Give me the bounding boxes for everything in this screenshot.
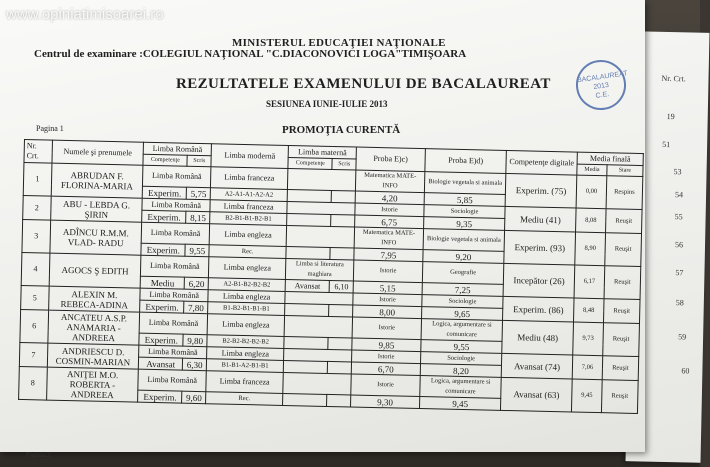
col-nr: Nr. Crt. xyxy=(24,140,52,164)
mat-competence xyxy=(287,189,331,202)
side-sheet-nr: 59 xyxy=(678,332,687,342)
ec-subject: Istorie xyxy=(353,260,422,283)
ec-grade: 4,20 xyxy=(355,191,424,205)
stamp-text: BACALAUREAT xyxy=(576,70,629,85)
page-number-bottom: Pagina 2 xyxy=(26,451,51,459)
mod-competence: Rec. xyxy=(206,392,283,406)
ec-grade: 6,75 xyxy=(355,215,424,229)
final-average: 8,08 xyxy=(576,208,606,233)
final-average: 8,90 xyxy=(575,232,606,266)
mod-label: Limba engleza xyxy=(208,290,285,304)
ed-grade: 9,45 xyxy=(419,397,500,411)
ro-competence: Experim. xyxy=(141,243,185,256)
ro-written-grade: 6,30 xyxy=(183,358,207,371)
mod-competence: A2-A1-A1-A2-A2 xyxy=(210,188,287,202)
side-sheet-nr: 54 xyxy=(675,190,684,200)
mod-label: Limba engleza xyxy=(207,314,285,337)
col-name: Numele şi prenumele xyxy=(52,140,144,165)
row-number: 7 xyxy=(19,342,47,367)
stamp-code: C.E. xyxy=(595,90,610,100)
col-digitale: Competenţe digitale xyxy=(506,150,577,175)
ro-label: Limba Română xyxy=(139,312,207,335)
col-media: Media finală xyxy=(577,152,643,165)
ec-grade: 9,85 xyxy=(352,338,421,352)
ro-written-grade: 5,75 xyxy=(187,187,211,200)
mat-label xyxy=(288,168,356,191)
student-name xyxy=(49,253,141,288)
col-ec: Proba E)c) xyxy=(356,147,425,172)
row-number: 6 xyxy=(20,309,48,343)
ro-written-grade: 6,20 xyxy=(185,277,209,290)
results-table xyxy=(18,139,644,414)
mat-written-grade xyxy=(327,394,351,407)
ro-competence: Avansat xyxy=(139,357,183,370)
ed-subject: Sociologie xyxy=(422,295,503,309)
mat-label xyxy=(286,225,354,248)
mat-written-grade xyxy=(328,337,352,350)
col-media-value: Media xyxy=(577,164,607,176)
ro-competence: Experim. xyxy=(142,186,186,199)
official-stamp xyxy=(573,57,629,113)
ro-label: Limba Română xyxy=(143,165,211,188)
col-ro-scris: Scris xyxy=(187,155,211,167)
digital-skills: Experim. (75) xyxy=(505,173,577,208)
final-average: 9,73 xyxy=(573,322,604,356)
mat-written-grade xyxy=(330,247,354,260)
mod-competence: A2-B1-B2-B2-B2 xyxy=(208,278,285,292)
result-status: Respins xyxy=(606,176,643,210)
row-number: 8 xyxy=(19,366,47,400)
mod-label: Limba franceza xyxy=(211,167,289,190)
digital-skills: Avansat (63) xyxy=(501,377,573,412)
digital-skills: Mediu (48) xyxy=(502,320,574,355)
ro-written-grade: 9,80 xyxy=(183,334,207,347)
student-firstname: FLORINA-MARIA xyxy=(60,179,134,192)
student-name xyxy=(50,196,142,222)
student-surname: ABU - LEBDA G. xyxy=(62,198,131,210)
ed-subject: Sociologie xyxy=(424,205,505,219)
ministry-heading: MINISTERUL EDUCAŢIEI NAŢIONALE xyxy=(232,37,446,49)
ro-competence: Experim. xyxy=(139,333,183,346)
row-number: 1 xyxy=(23,163,51,197)
ro-competence: Experim. xyxy=(142,210,186,223)
col-ed: Proba E)d) xyxy=(425,149,507,174)
result-status: Reuşit xyxy=(601,380,638,414)
student-surname: ADÎNCU R.M.M. xyxy=(62,226,129,239)
ro-label: Limba Română xyxy=(139,345,207,359)
ed-subject: Sociologie xyxy=(420,352,501,366)
ed-grade: 9,20 xyxy=(423,250,504,264)
final-average: 9,45 xyxy=(572,379,603,413)
exam-center: Centrul de examinare :COLEGIUL NAŢIONAL "C.DIACONOVICI LOGA"TIMIŞOARA xyxy=(34,48,467,60)
ro-competence: Experim. xyxy=(138,390,182,403)
side-sheet-nr: 60 xyxy=(681,366,690,376)
side-sheet-nr: 56 xyxy=(674,240,684,250)
ed-grade: 7,25 xyxy=(422,283,503,297)
col-moderna: Limba modernă xyxy=(211,144,289,169)
row-number: 5 xyxy=(21,285,49,310)
mat-label xyxy=(284,315,352,338)
mat-label: Limba si literatura maghiara xyxy=(286,258,354,281)
student-name xyxy=(50,220,142,255)
student-firstname: ROBERTA - ANDREEA xyxy=(69,379,116,401)
final-average: 7,06 xyxy=(572,355,602,380)
student-surname: ANDRIESCU D. xyxy=(61,345,125,357)
ro-written-grade: 9,55 xyxy=(185,244,209,257)
mod-competence: B2-B1-B1-B2-B1 xyxy=(210,212,287,226)
student-name xyxy=(48,286,140,312)
mat-competence xyxy=(283,360,327,373)
ec-subject: Matematica MATE-INFO xyxy=(354,227,423,250)
side-sheet-nr: 57 xyxy=(675,268,684,278)
mod-competence: B2-B2-B2-B2-B2 xyxy=(207,335,284,349)
ed-subject: Biologie vegetala si animala xyxy=(423,229,505,252)
ec-subject: Matematica MATE-INFO xyxy=(355,170,424,193)
col-stare: Stare xyxy=(607,165,643,177)
ed-grade: 5,85 xyxy=(424,193,505,207)
ec-grade: 5,15 xyxy=(353,281,422,295)
col-mat-scris: Scris xyxy=(332,159,356,171)
col-romana: Limba Română xyxy=(143,142,211,156)
result-status: Reuşit xyxy=(604,266,641,300)
mat-written-grade: 6,10 xyxy=(330,280,354,293)
ec-subject: Istorie xyxy=(352,350,421,364)
ed-subject: Logica, argumentare si comunicare xyxy=(421,319,503,342)
result-status: Reuşit xyxy=(605,233,642,267)
student-surname: ANIŢEI M.O. xyxy=(66,369,119,381)
student-firstname: VLAD- RADU xyxy=(67,237,124,249)
student-surname: ANCATEU A.S.P. xyxy=(60,311,128,324)
side-sheet-nr: 19 xyxy=(666,111,675,122)
mat-competence: Avansat xyxy=(285,279,329,292)
final-average: 8,48 xyxy=(574,298,604,323)
ed-grade: 8,20 xyxy=(420,364,501,378)
mat-competence xyxy=(283,393,327,406)
col-mat-competente: Competenţe xyxy=(288,158,332,170)
ro-written-grade: 8,15 xyxy=(186,211,210,224)
ed-subject: Geografie xyxy=(422,262,504,285)
result-status: Reuşit xyxy=(605,209,642,234)
side-sheet-nr: 51 xyxy=(662,139,671,150)
student-name xyxy=(46,367,138,402)
mod-competence: Rec. xyxy=(209,245,286,259)
mat-competence xyxy=(284,336,328,349)
digital-skills: Incepător (26) xyxy=(503,263,575,298)
stamp-year: 2013 xyxy=(593,81,610,92)
mat-written-grade xyxy=(328,361,352,374)
mat-written-grade xyxy=(329,304,353,317)
mod-label: Limba franceza xyxy=(210,200,287,214)
side-sheet-nr: 55 xyxy=(674,212,683,222)
digital-skills: Avansat (74) xyxy=(501,353,572,379)
row-number: 4 xyxy=(21,252,49,286)
ec-grade: 7,95 xyxy=(354,248,423,262)
ro-competence: Experim. xyxy=(140,300,184,313)
result-status: Reuşit xyxy=(603,299,640,324)
side-sheet-header: Nr. Crt. xyxy=(661,73,686,84)
site-watermark: www.opiniatimisoarei.ro xyxy=(6,6,164,23)
ro-label: Limba Română xyxy=(141,255,209,278)
session-label: SESIUNEA IUNIE-IULIE 2013 xyxy=(266,99,388,109)
student-firstname: REBECA-ADINA xyxy=(60,298,129,310)
side-sheet-nr: 58 xyxy=(675,298,684,308)
ro-written-grade: 9,60 xyxy=(182,391,206,404)
student-firstname: ANAMARIA - ANDREEA xyxy=(66,322,121,344)
ec-subject: Istorie xyxy=(353,293,422,307)
result-status: Reuşit xyxy=(602,356,639,381)
final-average: 6,17 xyxy=(574,265,605,299)
ed-grade: 9,35 xyxy=(424,217,505,231)
mat-competence xyxy=(285,303,329,316)
ro-label: Limba Română xyxy=(138,369,206,392)
ec-subject: Istorie xyxy=(355,203,424,217)
ed-grade: 9,55 xyxy=(421,340,502,354)
ed-subject: Biologie vegetala si animala xyxy=(424,172,506,195)
ro-competence: Mediu xyxy=(140,276,184,289)
mod-label: Limba engleza xyxy=(207,347,284,361)
student-firstname: ŞIRIN xyxy=(84,208,109,220)
ro-label: Limba Română xyxy=(141,222,209,245)
ec-subject: Istorie xyxy=(351,374,420,397)
mat-written-grade xyxy=(332,190,356,203)
mod-competence: B1-B2-B1-B1-B1 xyxy=(208,302,285,316)
ec-grade: 9,30 xyxy=(351,395,420,409)
mat-label xyxy=(283,372,351,395)
mat-competence xyxy=(287,213,331,226)
digital-skills: Experim. (93) xyxy=(504,230,576,265)
mod-label: Limba franceza xyxy=(206,371,284,394)
ed-subject: Logica, argumentare si comunicare xyxy=(420,376,502,399)
final-average: 0,00 xyxy=(576,175,607,209)
student-firstname: COSMIN-MARIAN xyxy=(55,355,131,367)
student-name xyxy=(51,163,143,198)
digital-skills: Mediu (41) xyxy=(505,206,576,232)
mat-written-grade xyxy=(331,214,355,227)
mod-competence: B1-B1-A2-B1-B1 xyxy=(206,359,283,373)
student-name xyxy=(47,343,139,369)
ec-grade: 6,70 xyxy=(351,362,420,376)
ec-subject: Istorie xyxy=(352,317,421,340)
ed-grade: 9,65 xyxy=(421,307,502,321)
promotion-label: PROMOŢIA CURENTĂ xyxy=(282,124,401,136)
row-number: 2 xyxy=(23,195,51,220)
page-title: REZULTATELE EXAMENULUI DE BACALAUREAT xyxy=(176,76,551,92)
ec-grade: 8,00 xyxy=(353,305,422,319)
col-materna: Limba maternă xyxy=(288,146,356,160)
result-status: Reuşit xyxy=(603,323,640,357)
col-ro-competente: Competenţe xyxy=(143,154,187,166)
mod-label: Limba engleza xyxy=(209,224,287,247)
row-number: 3 xyxy=(22,219,50,253)
ro-label: Limba Română xyxy=(142,198,210,212)
digital-skills: Experim. (86) xyxy=(503,296,574,322)
mod-label: Limba engleza xyxy=(208,257,286,280)
student-surname: ABRUDAN F. xyxy=(70,170,124,182)
page-number: Pagina 1 xyxy=(36,124,64,133)
side-sheet-nr: 53 xyxy=(673,167,682,177)
student-surname: AGOCS Ş EDITH xyxy=(61,264,129,277)
ro-label: Limba Română xyxy=(140,288,208,302)
mat-competence xyxy=(286,246,330,259)
ro-written-grade: 7,80 xyxy=(184,301,208,314)
student-name xyxy=(48,310,140,345)
student-surname: ALEXIN M. xyxy=(71,288,118,300)
